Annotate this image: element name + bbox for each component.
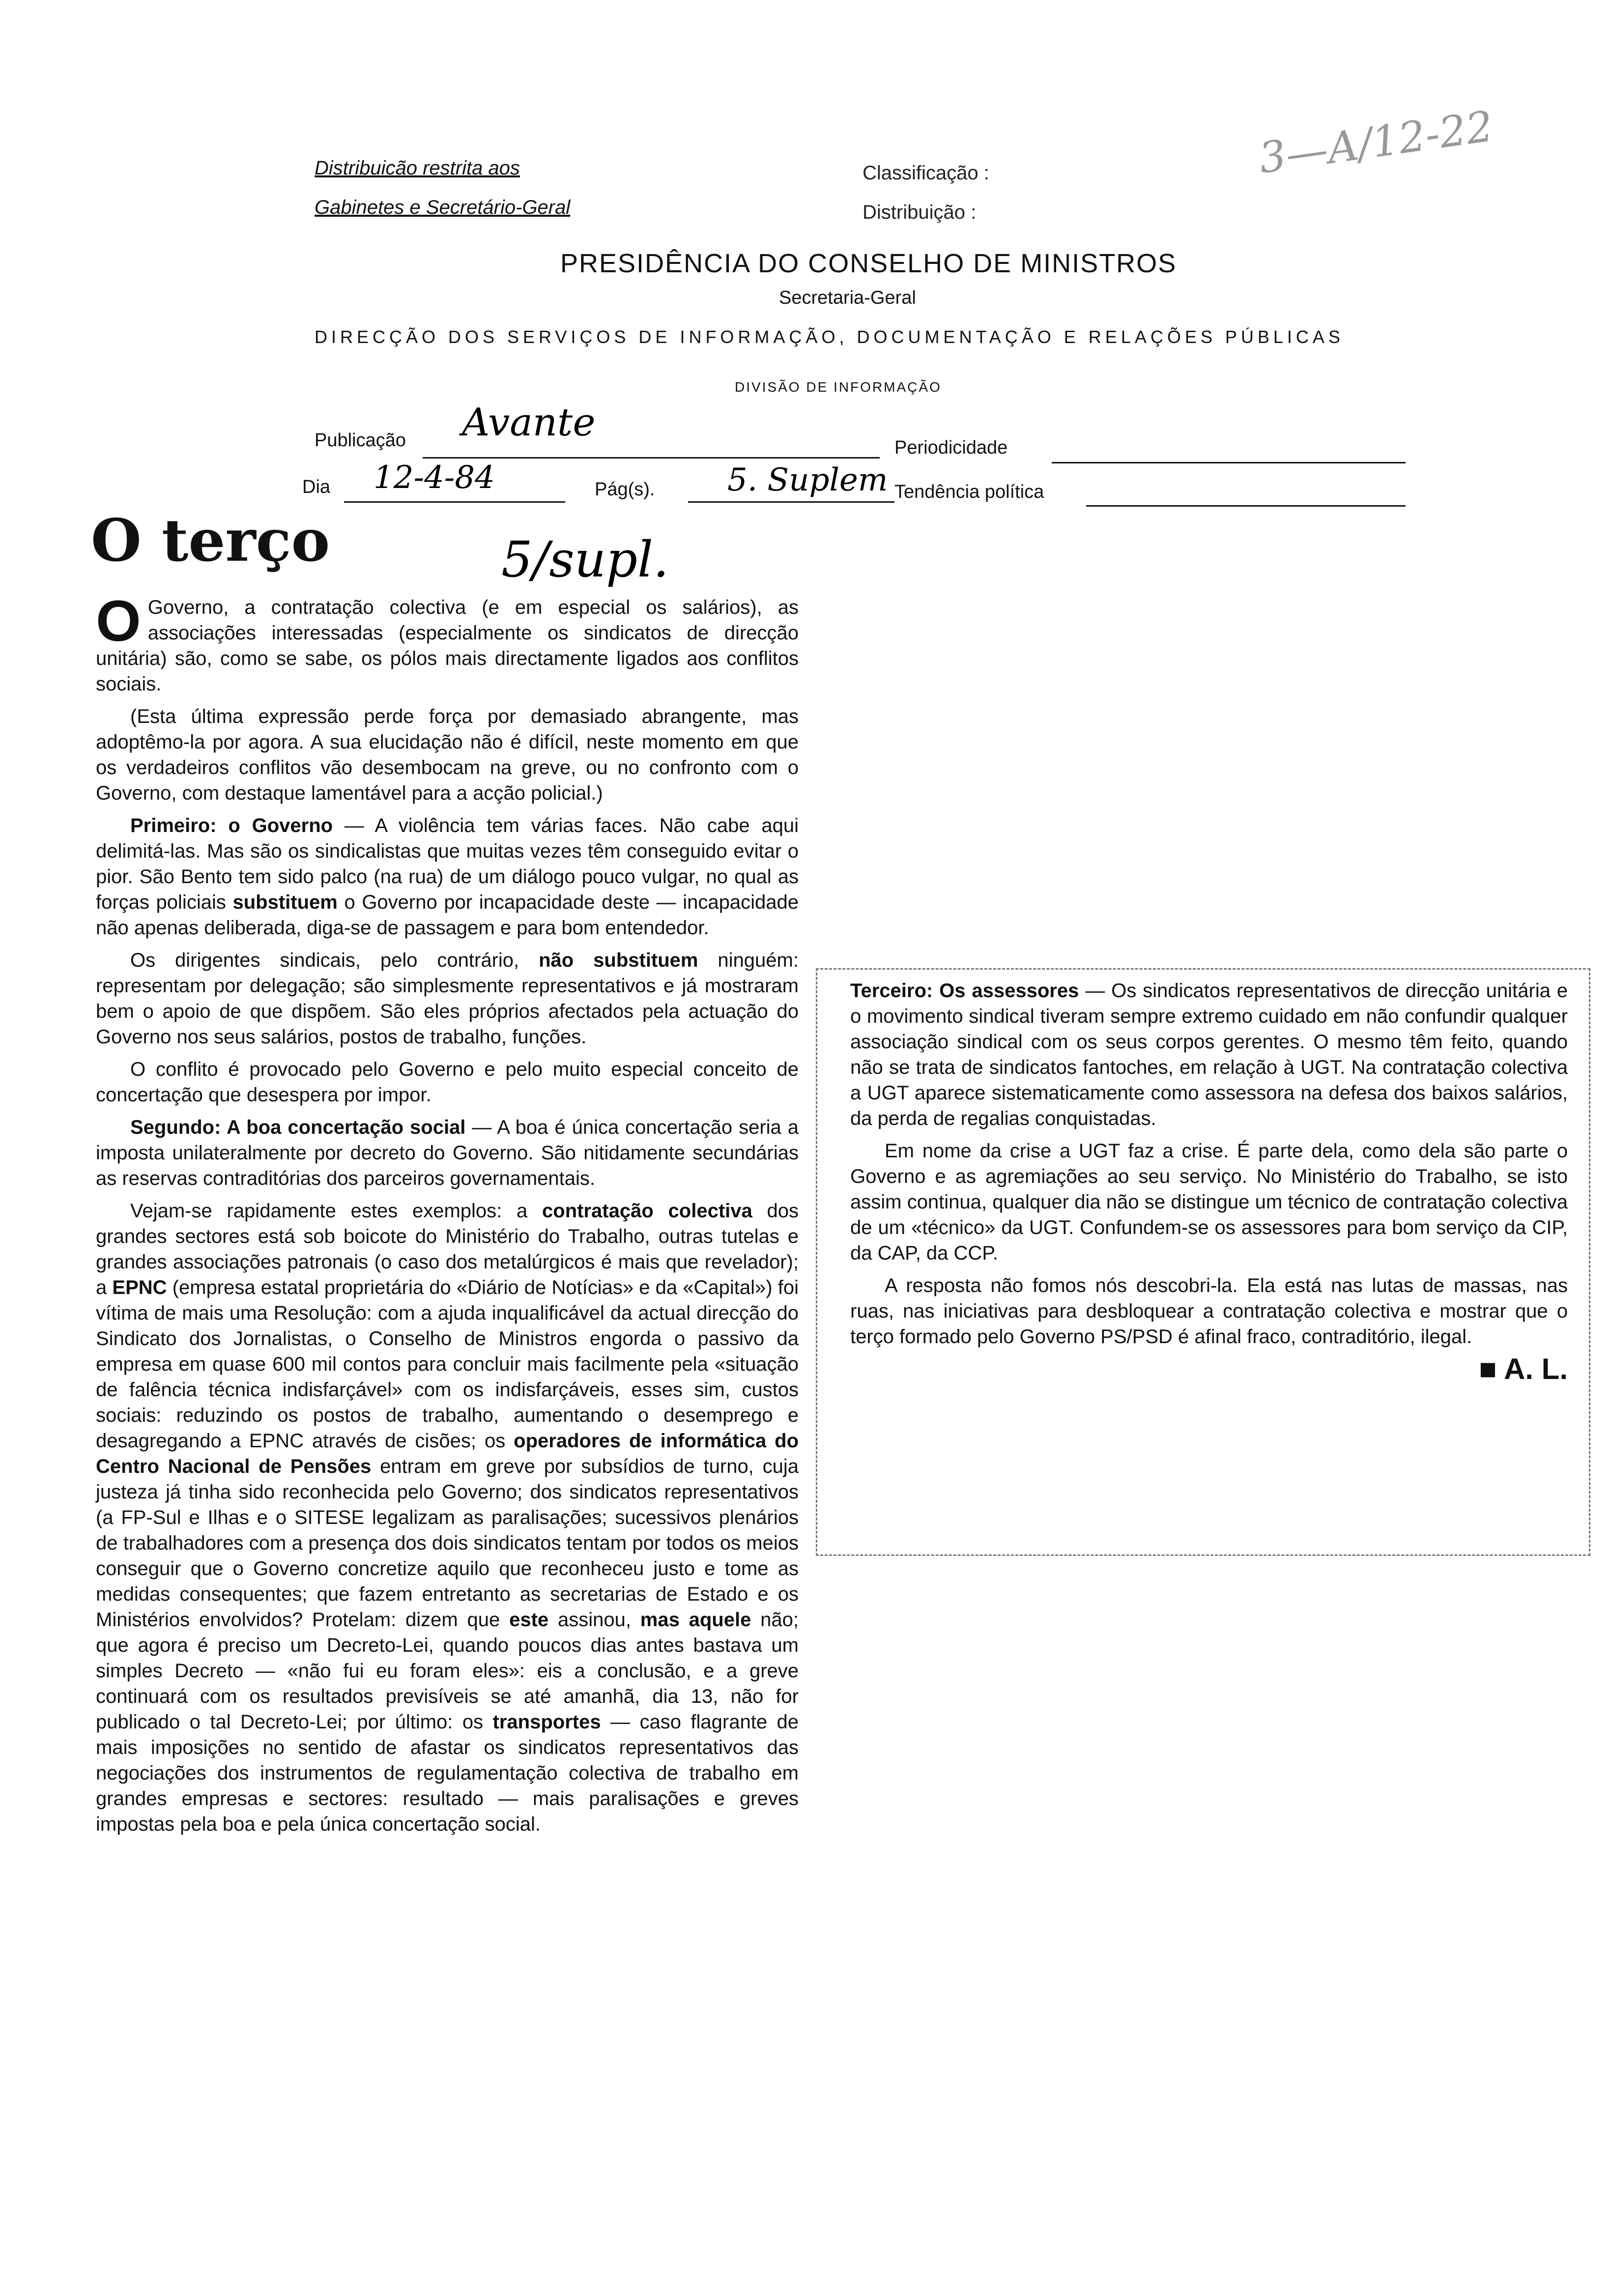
periodicity-label: Periodicidade bbox=[894, 437, 1008, 458]
publication-label: Publicação bbox=[315, 430, 406, 451]
periodicity-line bbox=[1052, 462, 1406, 463]
publication-value: Avante bbox=[462, 401, 596, 445]
section-heading-primeiro: Primeiro: o Governo bbox=[130, 815, 333, 836]
archive-stamp: 3—A/12-22 bbox=[1256, 102, 1497, 183]
paragraph: Vejam-se rapidamente estes exemplos: a contratação colectiva dos grandes sectores está sob boicote do Ministério do Trabalho, outras tutelas e grandes associações patronais (o caso dos metalúrgicos é mais que revelador); a EPNC (empresa estatal proprietária do «Diário de Notícias» e da «Capital») foi vítima de mais uma Resolução: com a ajuda inqualificável da actual direcção do Sindicato dos Jornalistas, o Conselho de Ministros engorda o passivo da empresa em quase 600 mil contos para concluir mais facilmente pela «situação de falência técnica indisfarçável» com os indisfarçáveis, esses sim, custos sociais: reduzindo os postos de trabalho, aumentando o desemprego e desagregando a EPNC através de cisões; os operadores de informática do Centro Nacional de Pensões entram em greve por subsídios de turno, cuja justeza já tinha sido reconhecida pelo Governo; dos sindicatos representativos (a FP-Sul e Ilhas e o SITESE legalizam as paralisações; sucessivos plenários de trabalhadores com a presença dos dois sindicatos tentam por todos os meios conseguir que o Governo concretize aquilo que reconheceu justo e tome as medidas consequentes; que fazem entretanto as secretarias de Estado e os Ministérios envolvidos? Protelam: dizem que este assinou, mas aquele não; que agora é preciso um Decreto-Lei, quando poucos dias antes bastava um simples Decreto — «não fui eu foram eles»: eis a conclusão, e a greve continuará com os resultados previsíveis se até amanhã, dia 13, não for publicado o tal Decreto-Lei; por último: os transportes — caso flagrante de mais imposições no sentido de afastar os sindicatos representativos das negociações dos instrumentos de regulamentação colectiva de trabalho em grandes empresas e sectores: resultado — mais paralisações e greves impostas pela boa e pela única concertação social. bbox=[96, 1200, 799, 1835]
paragraph: Terceiro: Os assessores — Os sindicatos representativos de direcção unitária e o movimento sindical tiveram sempre extremo cuidado em não confundir qualquer associação sindical com os seus corpos gerentes. O mesmo têm feito, quando não se trata de sindicatos fantoches, em relação à UGT. Na contratação colectiva a UGT aparece sistematicamente como assessora na defesa dos baixos salários, da perda de regalias conquistadas. bbox=[850, 980, 1568, 1129]
article-left-column bbox=[96, 589, 799, 1844]
day-line bbox=[344, 501, 565, 503]
division: DIVISÃO DE INFORMAÇÃO bbox=[735, 379, 942, 395]
day-label: Dia bbox=[302, 477, 331, 497]
tendency-label: Tendência política bbox=[894, 482, 1044, 502]
classification-label: Classificação : bbox=[863, 162, 989, 184]
pages-value: 5. Suplem bbox=[727, 462, 888, 498]
section-heading-segundo: Segundo: A boa concertação social bbox=[130, 1117, 466, 1138]
pages-label: Pág(s). bbox=[595, 479, 655, 500]
tendency-line bbox=[1086, 505, 1406, 507]
paragraph: A resposta não fomos nós descobri-la. Ela está nas lutas de massas, nas ruas, nas iniciativas para desbloquear a contratação colectiva e mostrar que o terço formado pelo Governo PS/PSD é afinal fraco, contraditório, ilegal. bbox=[850, 1275, 1568, 1348]
day-value: 12-4-84 bbox=[374, 459, 495, 496]
paragraph: Primeiro: o Governo — A violência tem várias faces. Não cabe aqui delimitá-las. Mas são os sindicalistas que muitas vezes têm conseguido evitar o pior. São Bento tem sido palco (na rua) de um diálogo pouco vulgar, no qual as forças policiais substituem o Governo por incapacidade deste — incapacidade não apenas deliberada, diga-se de passagem e para bom entendedor. bbox=[96, 815, 799, 939]
paragraph: Os dirigentes sindicais, pelo contrário, não substituem ninguém: representam por delegação; são simplesmente representativos e já mostraram bem o apoio de que dispõem. São eles próprios afectados pela actuação do Governo nos seus salários, postos de trabalho, funções. bbox=[96, 949, 799, 1048]
article-right-column bbox=[850, 978, 1568, 1385]
direction: DIRECÇÃO DOS SERVIÇOS DE INFORMAÇÃO, DOCUMENTAÇÃO E RELAÇÕES PÚBLICAS bbox=[315, 327, 1344, 347]
paragraph: (Esta última expressão perde força por demasiado abrangente, mas adoptêmo-la por agora. A sua elucidação não é difícil, neste momento em que os verdadeiros conflitos vão desembocam na greve, ou no confronto com o Governo, com destaque lamentável para a acção policial.) bbox=[96, 706, 799, 804]
paragraph: Segundo: A boa concertação social — A boa é única concertação seria a imposta unilateralmente por decreto do Governo. São nitidamente secundárias as reservas contraditórias dos parceiros governamentais. bbox=[96, 1117, 799, 1189]
secretariat: Secretaria-Geral bbox=[779, 287, 916, 308]
article-headline: O terço bbox=[91, 506, 330, 574]
pages-line bbox=[688, 501, 894, 503]
handwritten-supplement-note: 5/supl. bbox=[501, 531, 669, 588]
publication-line bbox=[423, 457, 880, 459]
author-signature: ■ A. L. bbox=[1479, 1352, 1568, 1385]
paragraph: O Governo, a contratação colectiva (e em especial os salários), as associações interessadas (especialmente os sindicatos de direcção unitária) são, como se sabe, os pólos mais directamente ligados aos conflitos sociais. bbox=[96, 589, 799, 695]
paragraph: Em nome da crise a UGT faz a crise. É parte dela, como dela são parte o Governo e as agremiações ao seu serviço. No Ministério do Trabalho, se isto assim continua, qualquer dia não se distingue um técnico de contratação colectiva de um «técnico» da UGT. Confundem-se os assessores para bom serviço da CIP, da CAP, da CCP. bbox=[850, 1140, 1568, 1264]
page-title: PRESIDÊNCIA DO CONSELHO DE MINISTROS bbox=[560, 249, 1177, 278]
paragraph: O conflito é provocado pelo Governo e pelo muito especial conceito de concertação que desespera por impor. bbox=[96, 1059, 799, 1106]
distribution-restricted-line2: Gabinetes e Secretário-Geral bbox=[315, 197, 571, 218]
distribution-label: Distribuição : bbox=[863, 201, 977, 223]
distribution-restricted-line1: Distribuicão restrita aos bbox=[315, 157, 520, 179]
dropcap: O bbox=[96, 589, 141, 654]
section-heading-terceiro: Terceiro: Os assessores bbox=[850, 980, 1079, 1002]
